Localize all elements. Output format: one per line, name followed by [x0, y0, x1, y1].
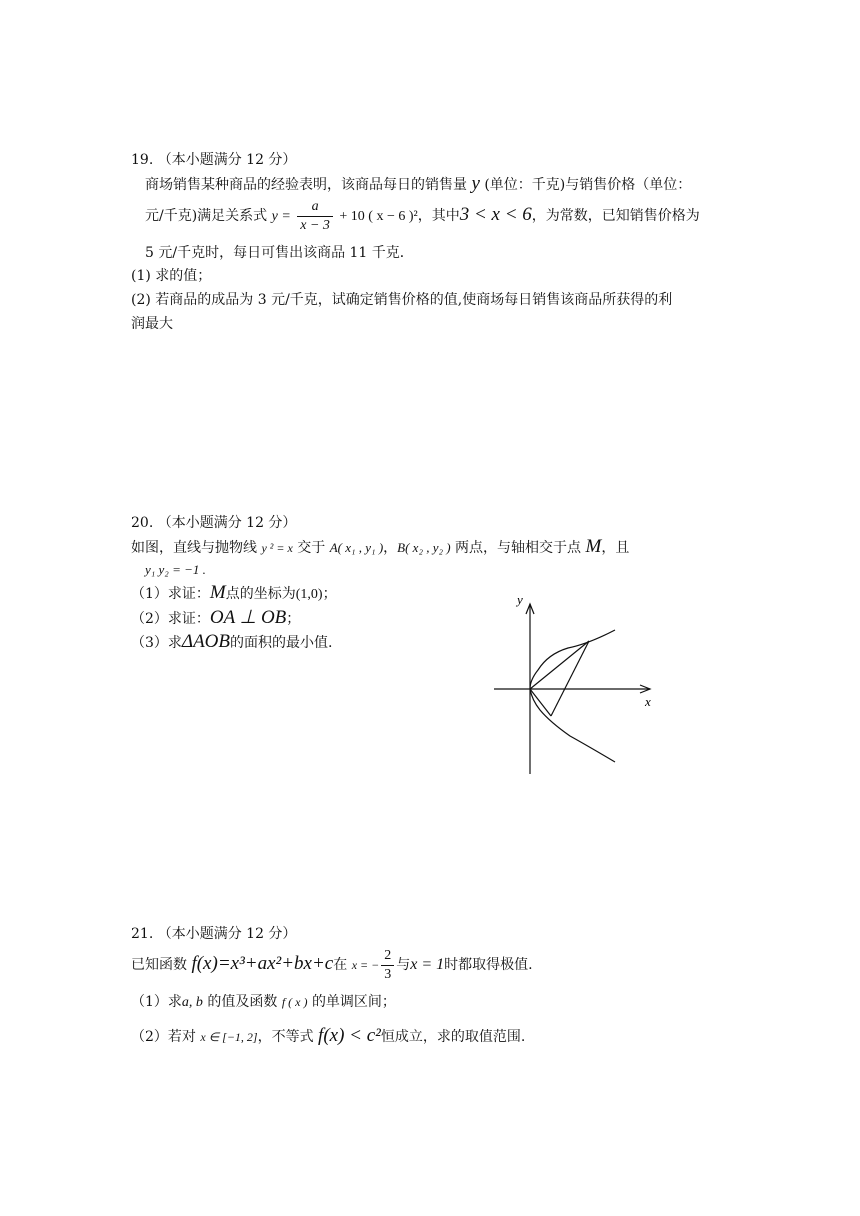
q20-line-2	[145, 560, 206, 580]
x-axis-label: x	[645, 694, 651, 709]
q21-text: 在	[333, 957, 348, 973]
q20-figure	[488, 588, 668, 780]
q19-condition: 3 < x < 6	[459, 204, 532, 225]
q20-condition: y₁ y₂ = −1 .	[145, 562, 206, 577]
q21-line-1	[131, 944, 533, 985]
segment-ob	[530, 689, 551, 716]
q19-line-1	[145, 174, 691, 195]
q19-text: ，其中	[417, 208, 460, 224]
q21-fraction	[381, 947, 394, 984]
q20-point-m: M	[585, 536, 602, 557]
q19-part-1: (1) 求的值；	[131, 268, 212, 284]
q19-heading: 19. （本小题满分 12 分）	[131, 152, 297, 168]
q21-ab: a, b	[181, 995, 203, 1010]
q20-heading: 20. （本小题满分 12 分）	[131, 515, 297, 531]
q21-text: 时都取得极值.	[444, 957, 533, 973]
q21-text: （1）求	[131, 994, 182, 1010]
q21-part-1	[131, 992, 396, 1013]
q19-text: ，为常数，已知销售价格为	[531, 208, 700, 224]
q19-eq-lhs: y =	[271, 209, 291, 224]
q21-frac-num: 2	[381, 947, 394, 966]
q21-fx: f ( x )	[281, 995, 308, 1009]
y-axis-label: y	[517, 592, 523, 607]
q19-var-y: y	[471, 173, 480, 194]
q19-eq-rest: + 10 ( x − 6 )²	[339, 209, 418, 224]
q20-line-1	[131, 537, 629, 558]
q20-text: ；	[322, 586, 337, 602]
parabola-curve	[530, 630, 615, 762]
q20-parabola: y ² = x	[261, 541, 293, 555]
q21-inequality: f(x) < c²	[318, 1025, 381, 1046]
q21-text: 的值及函数	[207, 994, 278, 1010]
q20-point-m: M	[209, 582, 226, 603]
q19-part-2-cont: 润最大	[131, 316, 173, 332]
q20-text: ；	[286, 611, 301, 627]
q20-sep: ，	[383, 540, 398, 556]
q20-point-b: B( x₂ , y₂ )	[397, 540, 451, 555]
q20-text: ，且	[601, 540, 630, 556]
q20-part-2	[131, 608, 300, 629]
q21-x-eq-1: x = 1	[410, 956, 445, 973]
q20-text: 交于	[297, 540, 326, 556]
q19-frac-num: a	[297, 198, 333, 217]
q21-interval: x ∈ [−1, 2]	[200, 1030, 258, 1044]
q21-text: 的单调区间；	[311, 994, 396, 1010]
q20-point-a: A( x₁ , y₁ )	[329, 540, 384, 555]
q20-perp: OA ⊥ OB	[209, 607, 287, 628]
segment-oa	[530, 641, 589, 689]
q19-text: 元/千克)满足关系式	[145, 208, 268, 224]
q20-part-3	[131, 632, 332, 653]
q21-part-2	[131, 1026, 525, 1047]
q21-frac-den: 3	[384, 966, 392, 982]
q19-text: (单位：千克)与销售价格（单位：	[484, 177, 692, 193]
q19-fraction	[297, 198, 333, 235]
q19-frac-den: x − 3	[300, 217, 330, 233]
q20-text: （3）求	[131, 635, 182, 651]
q20-text: （2）求证：	[131, 611, 210, 627]
q21-heading: 21. （本小题满分 12 分）	[131, 926, 297, 942]
q20-text: 的面积的最小值.	[230, 635, 333, 651]
q20-text: 点的坐标为	[225, 586, 296, 602]
q21-function: f(x)=x³+ax²+bx+c	[191, 953, 334, 974]
q19-line-2	[145, 196, 700, 236]
q20-text: 两点，与轴相交于点	[455, 540, 582, 556]
q21-text: （2）若对	[131, 1029, 196, 1045]
q20-text: 如图，直线与抛物线	[131, 540, 257, 556]
q21-text: 与	[396, 957, 411, 973]
q21-text: ，不等式	[257, 1029, 314, 1045]
q21-x-eq: x = −	[351, 958, 380, 972]
q19-part-2: (2) 若商品的成品为 3 元/千克，试确定销售价格的值,使商场每日销售该商品所获得的利	[131, 292, 673, 308]
q20-part-1	[131, 583, 337, 605]
q20-coord: (1,0)	[295, 587, 323, 602]
q19-text: 商场销售某种商品的经验表明，该商品每日的销售量	[145, 177, 467, 193]
q21-text: 恒成立，求的取值范围.	[380, 1029, 526, 1045]
q21-text: 已知函数	[131, 957, 187, 973]
q20-triangle: ΔAOB	[181, 631, 231, 652]
q19-line-3: 5 元/千克时，每日可售出该商品 11 千克．	[145, 245, 414, 261]
q20-text: （1）求证：	[131, 586, 210, 602]
